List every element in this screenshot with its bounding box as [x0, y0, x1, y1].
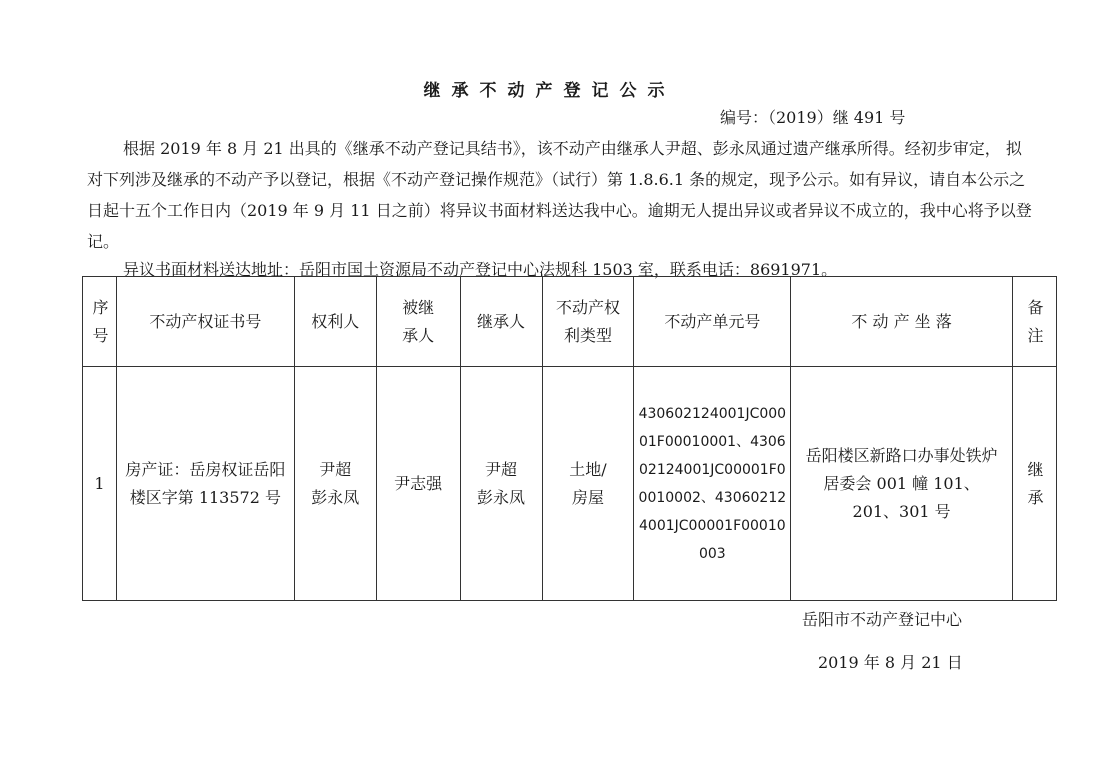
cell-right-type: 土地/ 房屋 [542, 367, 634, 601]
header-right-type [542, 277, 634, 367]
header-cert-no: 不动产权证书号 [116, 277, 294, 367]
header-unit-no: 不动产单元号 [634, 277, 791, 367]
cell-location [791, 367, 1013, 601]
document-title: 继承不动产登记公示 [423, 81, 676, 101]
cell-heir: 尹超 彭永凤 [460, 367, 542, 601]
table-row [83, 367, 1057, 601]
notice-paragraph: 根据 2019 年 8 月 21 出具的《继承不动产登记具结书》，该不动产由继承人尹超、彭永凤通过遗产继承所得。经初步审定， 拟对下列涉及继承的不动产予以登记，根据《不动产登记操作规范》（试行）第 1.8.6.1 条的规定，现予公示。如有异议，请自本公示之日起十五个工作日内（2019 年 9 月 11 日之前）将异议书面材料送达我中心。逾期无人提出异议或者异议不成立的，我中心将予以登记。 [87, 139, 1032, 251]
table-header-row [83, 277, 1057, 367]
header-location: 不 动 产 坐 落 [791, 277, 1013, 367]
header-right-type-label: 不动产权利类型 [555, 297, 620, 345]
header-decedent-label: 被继承人 [402, 297, 435, 345]
location-text: 岳阳楼区新路口办事处铁炉居委会 001 幢 101、201、301 号 [805, 445, 998, 521]
header-seq [83, 277, 117, 367]
objection-address-paragraph: 异议书面材料送达地址：岳阳市国土资源局不动产登记中心法规科 1503 室，联系电话：8691971。 [123, 260, 838, 279]
header-remark [1012, 277, 1056, 367]
remark-text: 继承 [1027, 459, 1044, 507]
cell-decedent: 尹志强 [376, 367, 460, 601]
cell-remark [1012, 367, 1056, 601]
document-number: 编号：（2019）继 491 号 [720, 108, 906, 127]
cell-seq: 1 [83, 367, 117, 601]
unit-no-text: 430602124001JC00001F00010001、430602124001JC00001F00010002、430602124001JC00001F00010003 [638, 405, 787, 562]
issue-date: 2019 年 8 月 21 日 [818, 653, 963, 672]
header-remark-label: 备注 [1027, 297, 1044, 345]
header-right-holder: 权利人 [294, 277, 376, 367]
cell-unit-no [634, 367, 791, 601]
cell-right-holder: 尹超 彭永凤 [294, 367, 376, 601]
header-decedent [376, 277, 460, 367]
registration-table [82, 276, 1057, 601]
header-seq-label: 序号 [92, 297, 109, 345]
header-heir: 继承人 [460, 277, 542, 367]
cell-cert-no: 房产证：岳房权证岳阳楼区字第 113572 号 [116, 367, 294, 601]
issuer-name: 岳阳市不动产登记中心 [802, 610, 963, 629]
